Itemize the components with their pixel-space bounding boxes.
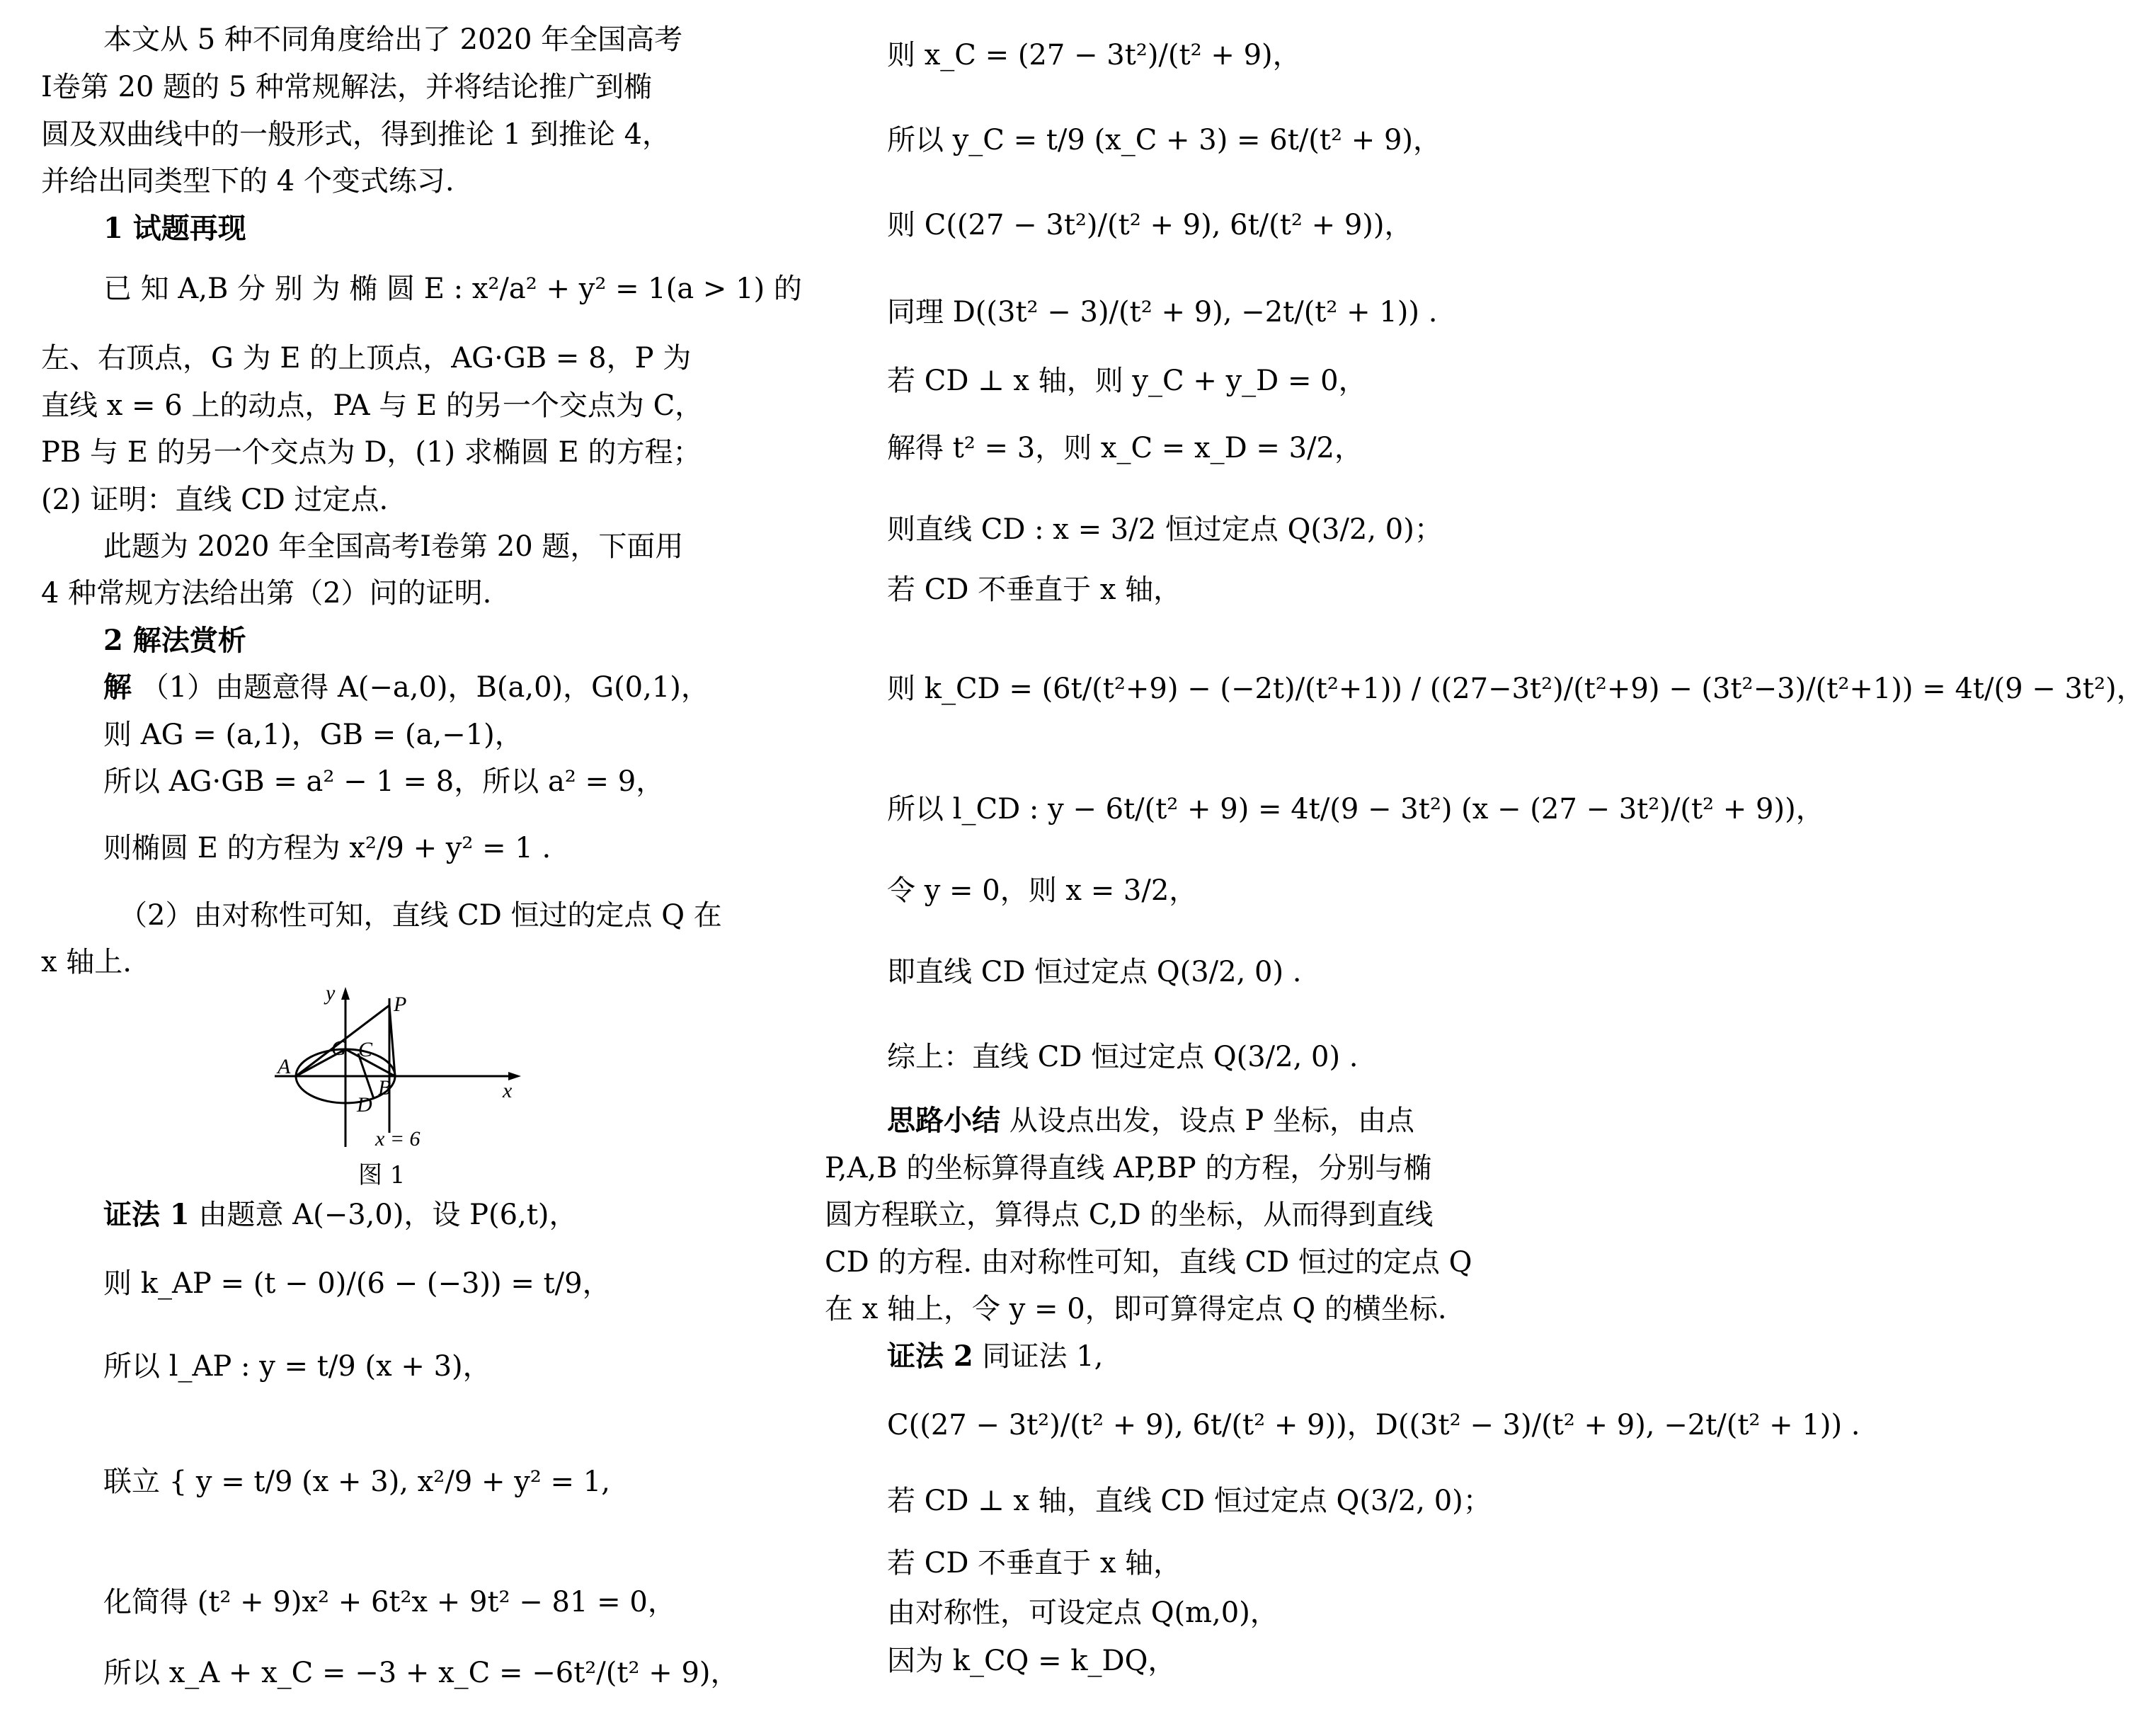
problem-line-4: PB 与 E 的另一个交点为 D，(1) 求椭圆 E 的方程； [41,436,702,469]
proof1-line-5: 化简得 (t² + 9)x² + 6t²x + 9t² − 81 = 0， [103,1586,676,1618]
problem-line-3: 直线 x = 6 上的动点，PA 与 E 的另一个交点为 C， [41,389,704,422]
solution-line-1 [103,668,709,707]
proof1-text-1: 由题意 A(−3,0)，设 P(6,t)， [198,1199,578,1231]
summary-line-4: CD 的方程. 由对称性可知，直线 CD 恒过的定点 Q [825,1246,1472,1279]
right-line-6: 解得 t² = 3，则 x_C = x_D = 3/2， [887,432,1363,464]
proof2-line-1 [887,1337,1103,1376]
y-axis-arrow-icon [341,987,350,1000]
proof2-line-6: 因为 k_CQ = k_DQ， [887,1645,1177,1677]
intro-line-2: Ⅰ卷第 20 题的 5 种常规解法，并将结论推广到椭 [41,71,653,103]
solution-line-5: （2）由对称性可知，直线 CD 恒过的定点 Q 在 [119,899,722,932]
proof2-line-2: C((27 − 3t²)/(t² + 9), 6t/(t² + 9))，D((3t² − 3)/(t² + 9), −2t/(t² + 1)) . [887,1409,1860,1441]
fig-label-P: P [394,993,407,1016]
problem-line-5: (2) 证明：直线 CD 过定点. [41,484,389,516]
figure-1-caption: 图 1 [358,1161,406,1189]
summary-text-1: 从设点出发，设点 P 坐标，由点 [1009,1104,1415,1137]
summary-label: 思路小结 [887,1104,1000,1137]
proof1-line-1 [103,1195,578,1235]
summary-line-1 [887,1101,1414,1141]
note-line-2: 4 种常规方法给出第（2）问的证明. [41,577,492,610]
proof2-line-5: 由对称性，可设定点 Q(m,0)， [887,1597,1279,1629]
right-line-10: 所以 l_CD : y − 6t/(t² + 9) = 4t/(9 − 3t²) (x − (27 − 3t²)/(t² + 9))， [887,793,1824,826]
proof1-label: 证法 1 [103,1198,190,1231]
intro-line-1: 本文从 5 种不同角度给出了 2020 年全国高考 [103,23,683,56]
solution-line-6: x 轴上. [41,946,132,978]
summary-line-5: 在 x 轴上，令 y = 0，即可算得定点 Q 的横坐标. [825,1293,1447,1325]
solution-line-2: 则 AG = (a,1)，GB = (a,−1)， [103,719,523,751]
fig-label-x: x [503,1079,513,1102]
proof2-line-4: 若 CD 不垂直于 x 轴， [887,1547,1182,1580]
section-heading-1: 1 试题再现 [103,212,246,245]
proof1-line-6: 所以 x_A + x_C = −3 + x_C = −6t²/(t² + 9)， [103,1657,739,1689]
right-line-11: 令 y = 0，则 x = 3/2， [887,874,1198,907]
right-line-1: 则 x_C = (27 − 3t²)/(t² + 9)， [887,39,1301,72]
right-line-7: 则直线 CD : x = 3/2 恒过定点 Q(3/2, 0)； [887,513,1443,546]
section-heading-2: 2 解法赏析 [103,624,246,657]
intro-line-4: 并给出同类型下的 4 个变式练习. [41,165,454,198]
intro-line-3: 圆及双曲线中的一般形式，得到推论 1 到推论 4， [41,118,671,151]
right-line-13: 综上：直线 CD 恒过定点 Q(3/2, 0) . [887,1041,1358,1073]
right-line-9: 则 k_CD = (6t/(t²+9) − (−2t)/(t²+1)) / ((27−3t²)/(t²+9) − (3t²−3)/(t²+1)) = 4t/(9 − 3t²)， [887,673,2145,705]
right-line-2: 所以 y_C = t/9 (x_C + 3) = 6t/(t² + 9)， [887,124,1442,156]
proof1-line-2: 则 k_AP = (t − 0)/(6 − (−3)) = t/9， [103,1267,611,1300]
solution-line-4: 则椭圆 E 的方程为 x²/9 + y² = 1 . [103,832,551,864]
problem-line-2: 左、右顶点，G 为 E 的上顶点，AG·GB = 8，P 为 [41,342,692,375]
proof1-line-3: 所以 l_AP : y = t/9 (x + 3)， [103,1350,491,1383]
fig-label-D: D [357,1093,372,1117]
right-line-12: 即直线 CD 恒过定点 Q(3/2, 0) . [887,956,1302,988]
fig-label-y: y [326,981,336,1005]
fig-label-B: B [378,1076,391,1100]
summary-line-3: 圆方程联立，算得点 C,D 的坐标，从而得到直线 [825,1199,1434,1231]
proof2-label: 证法 2 [887,1340,973,1373]
problem-line-1: 已 知 A,B 分 别 为 椭 圆 E : x²/a² + y² = 1(a > 1) 的 [103,273,802,305]
fig-label-A: A [278,1055,291,1078]
proof1-line-4: 联立 { y = t/9 (x + 3), x²/9 + y² = 1, [103,1466,610,1498]
right-line-4: 同理 D((3t² − 3)/(t² + 9), −2t/(t² + 1)) . [887,296,1438,329]
right-line-3: 则 C((27 − 3t²)/(t² + 9), 6t/(t² + 9))， [887,209,1413,241]
solution-text-1: （1）由题意得 A(−a,0)，B(a,0)，G(0,1)， [140,671,709,704]
solution-label: 解 [103,670,132,704]
right-line-5: 若 CD ⊥ x 轴，则 y_C + y_D = 0， [887,365,1367,397]
solution-line-3: 所以 AG·GB = a² − 1 = 8，所以 a² = 9， [103,765,665,798]
fig-label-G: G [331,1037,347,1060]
note-line-1: 此题为 2020 年全国高考Ⅰ卷第 20 题，下面用 [103,530,684,563]
fig-label-C: C [358,1038,373,1061]
proof2-text-1: 同证法 1, [982,1340,1104,1373]
proof2-line-3: 若 CD ⊥ x 轴，直线 CD 恒过定点 Q(3/2, 0)； [887,1485,1492,1517]
fig-label-x-6: x = 6 [375,1127,421,1150]
right-line-8: 若 CD 不垂直于 x 轴， [887,573,1182,606]
figure-1-diagram [268,981,537,1154]
summary-line-2: P,A,B 的坐标算得直线 AP,BP 的方程，分别与椭 [825,1152,1432,1184]
